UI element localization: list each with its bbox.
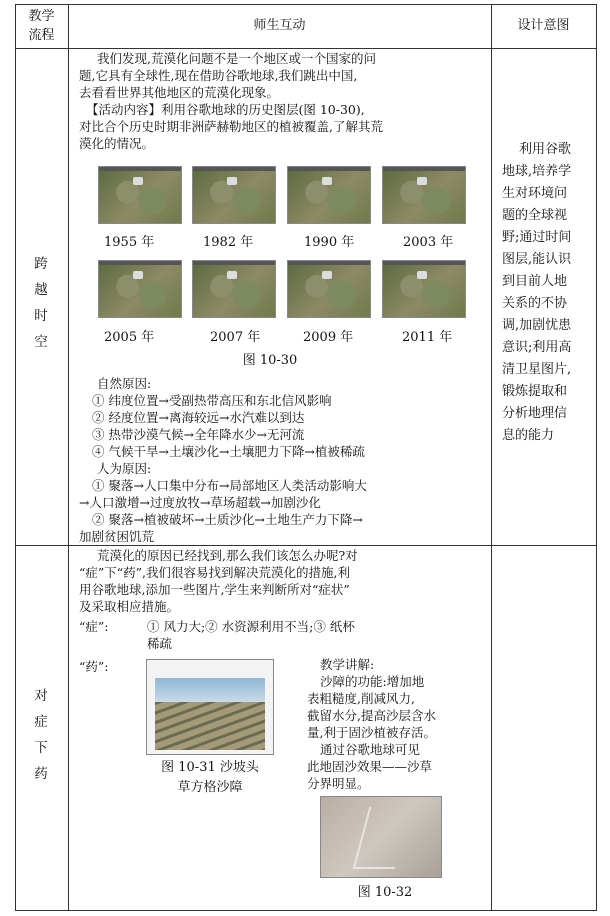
header-row-divider [15, 48, 597, 49]
satellite-boundary-photo [320, 796, 442, 878]
table-border-top [15, 4, 597, 5]
year-label-1982: 1982 年 [203, 235, 254, 250]
symptom-label: “症”: [79, 619, 109, 634]
human-cause-2: ② 聚落→植被破坏→土质沙化→土地生产力下降→ [92, 512, 363, 527]
explain-line-6: 通过谷歌地球可见 [320, 742, 421, 757]
natural-cause-4: ④ 气候干旱→土壤沙化→土壤肥力下降→植被稀疏 [92, 444, 365, 459]
stage-2-char-3: 下 [34, 740, 48, 756]
remedy-intro-2: “症”下“药”,我们很容易找到解决荒漠化的措施,利 [79, 565, 351, 580]
satellite-thumb-1982 [192, 166, 276, 224]
straw-checkerboard-photo [146, 659, 274, 755]
symptom-line-1: ① 风力大;② 水资源利用不当;③ 纸杯 [147, 619, 355, 634]
year-label-2003: 2003 年 [403, 235, 454, 250]
year-label-2009: 2009 年 [303, 330, 354, 345]
human-cause-2-cont: 加剧贫困饥荒 [79, 529, 155, 544]
stage-2-char-1: 对 [34, 688, 48, 704]
satellite-thumb-2009 [287, 260, 371, 318]
satellite-thumb-2007 [192, 260, 276, 318]
activity-line-2: 对比合个历史时期非洲萨赫勒地区的植被覆盖,了解其荒 [79, 119, 383, 134]
intent-line-14: 息的能力 [502, 428, 555, 443]
remedy-intro-1: 荒漠化的原因已经找到,那么我们该怎么办呢?对 [97, 548, 358, 563]
column-divider-1 [68, 4, 69, 911]
stage-2-char-2: 症 [34, 714, 48, 730]
satellite-thumb-2011 [382, 260, 466, 318]
year-label-1990: 1990 年 [304, 235, 355, 250]
activity-line-3: 漠化的情况。 [79, 136, 155, 151]
year-label-2007: 2007 年 [210, 330, 261, 345]
figure-10-30-caption: 图 10-30 [242, 353, 298, 368]
explain-line-4: 截留水分,提高沙层含水 [307, 708, 436, 723]
table-border-left [15, 4, 16, 911]
human-causes-heading: 人为原因: [97, 461, 152, 476]
intent-line-13: 分析地理信 [502, 406, 568, 421]
natural-cause-2: ② 经度位置→离海较远→水汽难以到达 [92, 410, 305, 425]
figure-10-31-caption-2: 草方格沙障 [177, 780, 243, 795]
intent-line-3: 生对环境问 [502, 186, 568, 201]
remedy-intro-3: 用谷歌地球,添加一些图片,学生来判断所对“症状” [79, 582, 350, 597]
symptom-line-2: 稀疏 [147, 636, 173, 651]
satellite-thumb-2005 [98, 260, 182, 318]
intent-line-10: 意识;利用高 [502, 340, 572, 355]
photo-ground [155, 702, 265, 750]
table-border-bottom [15, 910, 597, 911]
explain-line-3: 表粗糙度,削减风力, [307, 691, 415, 706]
natural-cause-1: ① 纬度位置→受副热带高压和东北信风影响 [92, 393, 332, 408]
intent-line-9: 调,加剧忧患 [502, 318, 572, 333]
stage-1-char-4: 空 [34, 334, 48, 350]
intent-line-1: 利用谷歌 [519, 142, 572, 157]
table-border-right [596, 4, 597, 911]
header-col1-line2: 流程 [28, 28, 55, 43]
column-divider-2 [491, 4, 492, 911]
satellite-thumb-1955 [98, 166, 182, 224]
explain-line-7: 此地固沙效果——沙草 [307, 759, 433, 774]
activity-line-1: 【活动内容】利用谷歌地球的历史图层(图 10-30), [86, 102, 365, 117]
explain-line-1: 教学讲解: [320, 657, 375, 672]
stage-2-char-4: 药 [34, 766, 48, 782]
remedy-intro-4: 及采取相应措施。 [79, 599, 180, 614]
header-col1-line1: 教学 [28, 9, 55, 24]
explain-line-8: 分界明显。 [307, 776, 370, 791]
satellite-thumb-1990 [287, 166, 371, 224]
intent-line-5: 野;通过时间 [502, 230, 572, 245]
explain-line-2: 沙障的功能:增加地 [320, 674, 425, 689]
intro-line-2: 题,它具有全球性,现在借助谷歌地球,我们跳出中国, [79, 68, 358, 83]
year-label-2005: 2005 年 [104, 330, 155, 345]
photo-river-line [353, 807, 412, 869]
intent-line-4: 题的全球视 [502, 208, 568, 223]
remedy-label: “药”: [79, 659, 109, 674]
intro-line-1: 我们发现,荒漠化问题不是一个地区或一个国家的问 [97, 51, 376, 66]
natural-cause-3: ③ 热带沙漠气候→全年降水少→无河流 [92, 427, 305, 442]
intent-line-6: 图层,能认识 [502, 252, 572, 267]
intro-line-3: 去看看世界其他地区的荒漠化现象。 [79, 85, 280, 100]
satellite-thumb-2003 [382, 166, 466, 224]
intent-line-2: 地球,培养学 [502, 164, 572, 179]
header-col3: 设计意图 [517, 18, 570, 33]
photo-sky [155, 678, 265, 702]
stage-1-char-3: 时 [34, 308, 48, 324]
header-col2: 师生互动 [253, 18, 306, 33]
intent-line-8: 关系的不协 [502, 296, 568, 311]
stage-1-char-2: 越 [34, 282, 48, 298]
natural-causes-heading: 自然原因: [97, 376, 152, 391]
stage-1-char-1: 跨 [34, 256, 48, 272]
section-row-divider [15, 545, 597, 546]
figure-10-31-caption-1: 图 10-31 沙坡头 [161, 760, 259, 775]
year-label-2011: 2011 年 [402, 330, 453, 345]
intent-line-12: 锻炼提取和 [502, 384, 568, 399]
human-cause-1-cont: →人口激增→过度放牧→草场超载→加剧沙化 [79, 495, 321, 510]
year-label-1955: 1955 年 [104, 235, 155, 250]
figure-10-32-caption: 图 10-32 [357, 885, 413, 900]
intent-line-7: 到目前人地 [502, 274, 568, 289]
intent-line-11: 清卫星图片, [502, 362, 572, 377]
explain-line-5: 量,利于固沙植被存活。 [307, 725, 436, 740]
human-cause-1: ① 聚落→人口集中分布→局部地区人类活动影响大 [92, 478, 367, 493]
